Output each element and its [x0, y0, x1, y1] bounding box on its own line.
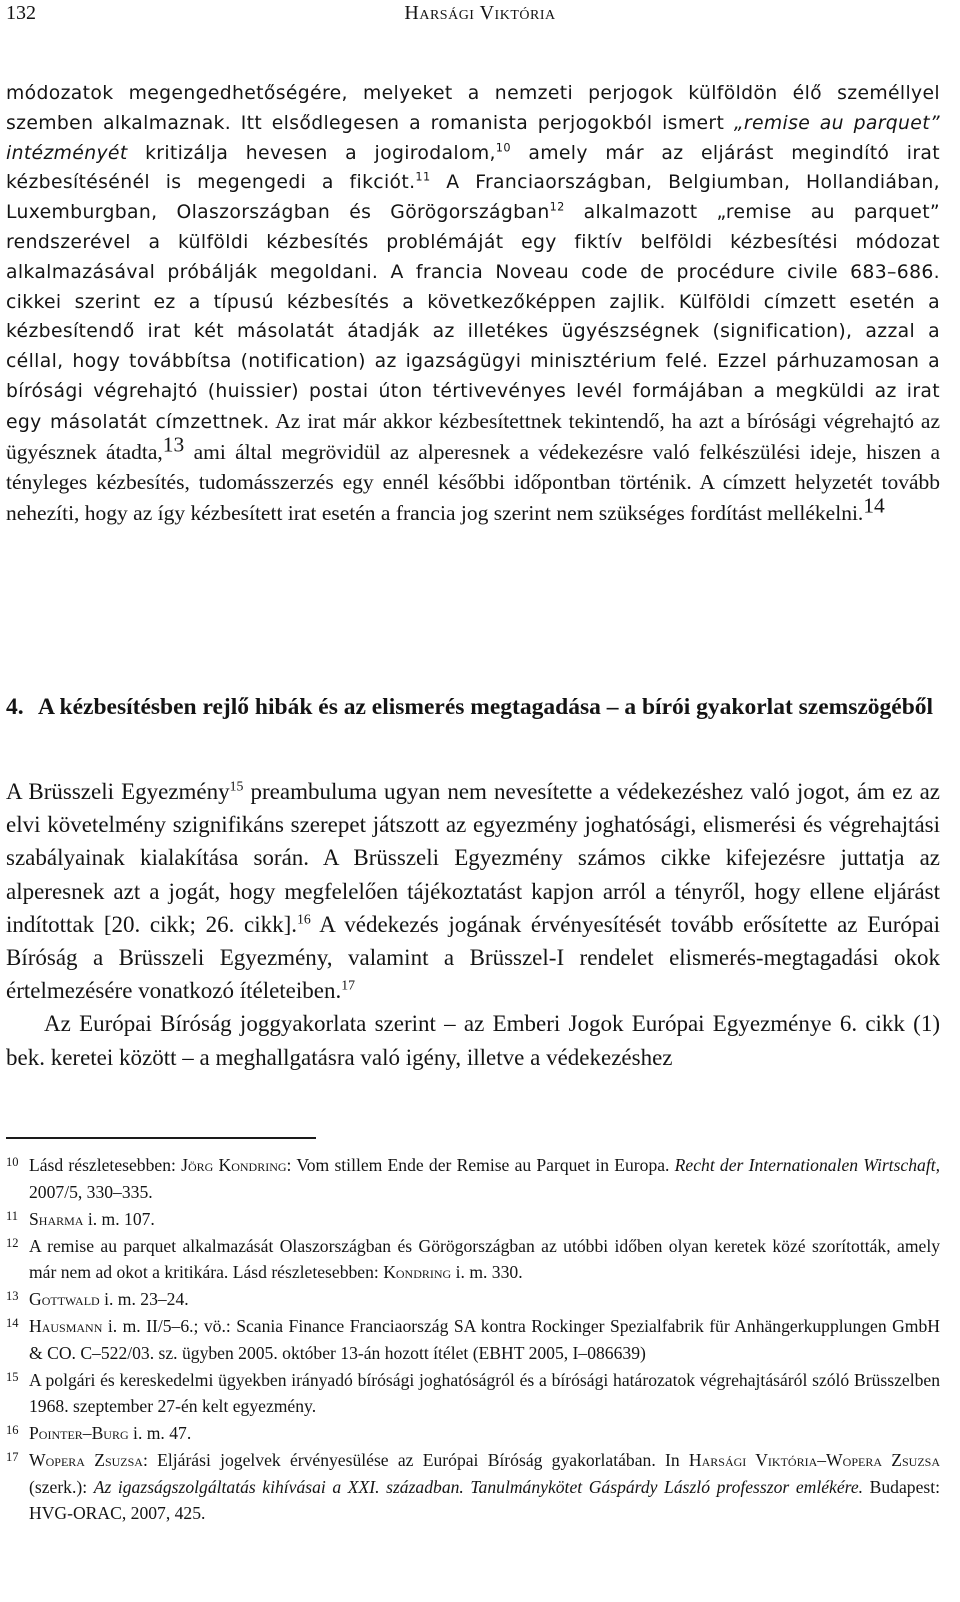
running-head: [6, 2, 954, 32]
p1-text-1: módozatok megengedhetőségére, melyeket a nemzeti perjogok külföldön élő személlyel szemben alkalmaznak. Itt elsődlegesen a romanista perjogokból ismert: [6, 83, 940, 134]
footnote-author: Sharma: [29, 1208, 84, 1229]
footnote-ref-13[interactable]: 13: [162, 432, 185, 457]
footnote-book-title: Az igazságszolgáltatás kihívásai a XXI. században. Tanulmánykötet Gáspárdy László professzor emlékére.: [93, 1476, 864, 1497]
footnote-ref-17[interactable]: 17: [341, 977, 356, 993]
body-paragraph-2: [6, 775, 940, 1007]
footnote-text: i. m. 330.: [451, 1262, 523, 1282]
footnote-author: Gottwald: [29, 1289, 100, 1309]
footnote-number: 10: [6, 1155, 19, 1169]
p2-text-2: preambuluma ugyan nem nevesítette a védekezéshez való jogot, ám ez az elvi követelmény szignifikáns szerepet játszott az egyezmény joghatósági, elismerési és végrehajtási szabályainak kialakítása során. A Brüsszeli Egyezmény számos cikke kifejezésre juttatja az alperesnek azt a jogát, hogy megfelelően tájékoztatást kapjon arról a tényről, hogy ellene eljárást indítottak [20. cikk; 26. cikk].: [6, 779, 940, 937]
footnote-text: Budapest: HVG-ORAC, 2007, 425.: [29, 1476, 941, 1523]
footnote-text: Lásd részletesebben:: [29, 1155, 182, 1175]
footnote-number: 13: [6, 1289, 19, 1303]
footnote-journal: Recht der Internationalen Wirtschaft,: [674, 1155, 940, 1175]
footnote-number: 17: [6, 1450, 19, 1464]
footnote-15: [6, 1367, 940, 1420]
footnote-12: [6, 1233, 940, 1286]
footnote-author: Pointer–Burg: [29, 1423, 129, 1443]
footnote-author: Hausmann: [29, 1316, 103, 1336]
body-section-4: [6, 775, 940, 1074]
page-number: 132: [6, 2, 36, 24]
p2-text-1: A Brüsszeli Egyezmény: [6, 779, 230, 804]
section-number: 4.: [6, 694, 24, 720]
footnote-author: Wopera Zsuzsa: [29, 1450, 143, 1470]
footnote-separator: [6, 1137, 316, 1139]
footnote-text: A polgári és kereskedelmi ügyekben irányadó bírósági joghatóságról és a bírósági határozatok végrehajtásáról szóló Brüsszelben 1968. szeptember 27-én kelt egyezmény.: [29, 1369, 940, 1416]
footnotes: [6, 1152, 940, 1527]
footnote-number: 14: [6, 1316, 19, 1330]
footnote-text: : Eljárási jogelvek érvényesülése az Európai Bíróság gyakorlatában. In: [142, 1450, 689, 1470]
p1-text-2-italic: „remise au parquet” intézményét: [6, 112, 940, 164]
footnote-ref-11[interactable]: 11: [415, 171, 431, 185]
footnote-text: : Vom stillem Ende der Remise au Parquet in Europa.: [286, 1155, 675, 1175]
p1-text-4: amely már az eljárást megindító irat kézbesítésénél is megengedi a fikciót.: [6, 142, 940, 194]
footnote-number: 12: [6, 1235, 19, 1250]
section-heading: [6, 690, 940, 724]
p1-text-3: kritizálja hevesen a jogirodalom,: [127, 142, 496, 164]
footnote-10: [6, 1152, 940, 1205]
p1-text-7: Az irat már akkor kézbesítettnek tekintendő, ha azt a bírósági végrehajtó az ügyésznek átadta,: [6, 408, 940, 464]
footnote-13: [6, 1286, 940, 1313]
footnote-14: [6, 1313, 940, 1366]
footnote-text: i. m. 23–24.: [99, 1289, 189, 1309]
footnote-text: A remise au parquet alkalmazását Olaszországban és Görögországban az utóbbi időben olyan keretek közé szorították, amely már nem ad okot a kritikára. Lásd részletesebben:: [29, 1235, 940, 1282]
footnote-text: i. m. 107.: [83, 1208, 155, 1229]
footnote-ref-15[interactable]: 15: [229, 778, 244, 794]
footnote-text: i. m. 47.: [128, 1423, 192, 1443]
body-paragraph-3: Az Európai Bíróság joggyakorlata szerint – az Emberi Jogok Európai Egyezménye 6. cikk (1) bek. keretei között – a meghallgatásra való igény, illetve a védekezéshez: [6, 1011, 940, 1070]
footnote-text: i. m. II/5–6.; vö.: Scania Finance Franciaország SA kontra Rockinger Spezialfabrik für Anhängerkupplungen GmbH & CO. C–522/03. sz. ügyben 2005. október 13-án hozott ítélet (EBHT 2005, I–086639): [29, 1316, 940, 1363]
footnote-text: (szerk.):: [29, 1476, 94, 1497]
section-title: A kézbesítésben rejlő hibák és az elismerés megtagadása – a bírói gyakorlat szemszögéből: [38, 694, 934, 720]
body-paragraph-1: [6, 79, 940, 530]
footnote-11: [6, 1206, 940, 1233]
p2-text-3: A védekezés jogának érvényesítését tovább erősítette az Európai Bíróság a Brüsszeli Egyezmény, valamint a Brüsszel-I rendelet elismerés-megtagadási okok értelmezésére vonatkozó ítéleteiben.: [6, 911, 940, 1004]
footnote-author: Harsági Viktória–Wopera Zsuzsa: [688, 1450, 941, 1470]
footnote-number: 15: [6, 1369, 19, 1384]
footnote-17: [6, 1447, 940, 1527]
footnote-number: 16: [6, 1423, 19, 1437]
running-title: Harsági Viktória: [404, 2, 556, 24]
p1-text-6: alkalmazott „remise au parquet” rendszerével a külföldi kézbesítés problémáját egy fiktív belföldi kézbesítési módozat alkalmazásával próbálják megoldani. A francia Noveau code de procédure civile 683–686. cikkei szerint ez a típusú kézbesítés a következőképpen zajlik. Külföldi címzett esetén a kézbesítendő irat két másolatát átadják az illetékes ügyészségnek (signification), azzal a céllal, hogy továbbítsa (notification) az igazságügyi minisztérium felé. Ezzel párhuzamosan a bírósági végrehajtó (huissier) postai úton tértivevényes levél formájában a megküldi az irat egy másolatát címzettnek.: [6, 202, 940, 433]
footnote-text: 2007/5, 330–335.: [29, 1181, 153, 1202]
footnote-ref-10[interactable]: 10: [495, 141, 511, 155]
footnote-author: Kondring: [383, 1262, 452, 1282]
footnote-ref-14[interactable]: 14: [863, 493, 885, 518]
footnote-ref-16[interactable]: 16: [297, 911, 311, 927]
p1-text-5: A Franciaországban, Belgiumban, Hollandiában, Luxemburgban, Olaszországban és Görögországban: [6, 172, 940, 224]
footnote-16: [6, 1420, 940, 1447]
footnote-ref-12[interactable]: 12: [549, 200, 565, 214]
footnote-number: 11: [6, 1208, 19, 1223]
footnote-author: Jörg Kondring: [181, 1155, 287, 1175]
p1-text-8: ami által megrövidül az alperesnek a védekezésre való felkészülési ideje, hiszen a tényleges kézbesítés, tudomásszerzés egy ennél későbbi időpontban történik. A címzett helyzetét tovább nehezíti, hogy az így kézbesített irat esetén a francia jog szerint nem szükséges fordítást mellékelni.: [6, 439, 941, 526]
